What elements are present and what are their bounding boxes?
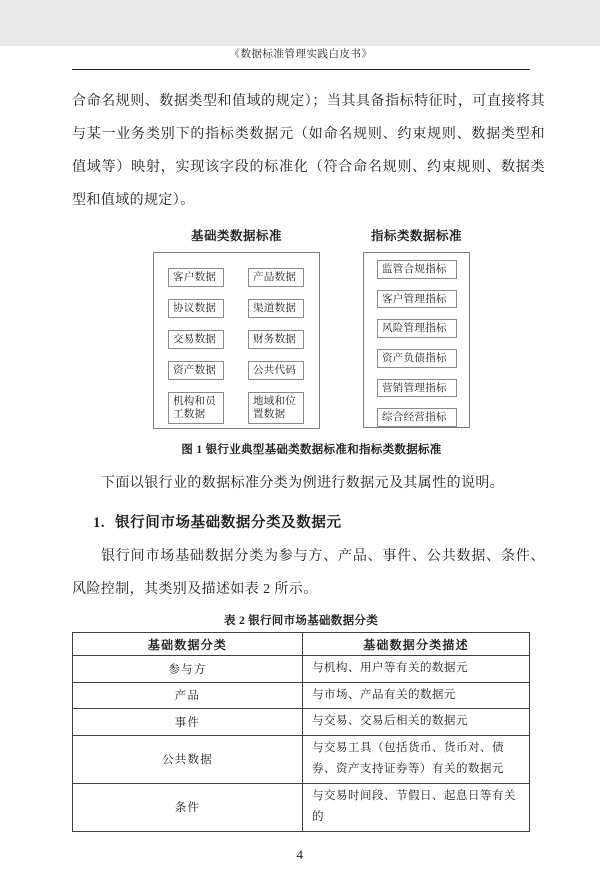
figure-item: 客户管理指标 [377,290,457,309]
figure-basic-col2 [248,268,304,428]
figure-item: 营销管理指标 [377,379,457,398]
section-heading-text: 银行间市场基础数据分类及数据元 [115,515,342,531]
table-header-description: 基础数据分类描述 [303,633,530,656]
figure-item: 资产负债指标 [377,349,457,368]
section-heading-1 [93,511,600,532]
paragraph-standardization: 合命名规则、数据类型和值域的规定）；当其具备指标特征时，可直接将其与某一业务类别下的指标类数据元（如命名规则、约束规则、数据类型和值域等）映射，实现该字段的标准化（符合命名规则、约束规则、数据类型和值域的规定）。 [72,94,545,208]
figure-1-diagram [153,226,600,429]
figure-indicator-title: 指标类数据标准 [370,229,462,243]
data-classification-table [72,632,530,832]
document-page [0,46,600,894]
figure-item: 风险管理指标 [377,319,457,338]
table-header-row [73,633,530,656]
figure-item: 公共代码 [248,361,304,380]
figure-basic-col1 [168,268,224,428]
figure-basic-box [153,252,320,429]
figure-item: 财务数据 [248,330,304,349]
table-cell-description: 与交易时间段、节假日、起息日等有关的 [303,783,530,831]
figure-indicator-group [363,226,470,429]
table-2-caption: 表 2 银行间市场基础数据分类 [224,615,378,627]
table-header-category: 基础数据分类 [73,633,303,656]
paragraph-intro: 下面以银行业的数据标准分类为例进行数据元及其属性的说明。 [101,476,505,491]
table-cell-description: 与市场、产品有关的数据元 [303,682,530,709]
paragraph-classification: 银行间市场基础数据分类为参与方、产品、事件、公共数据、条件、风险控制，其类别及描述如表 2 所示。 [72,549,545,597]
figure-basic-group [153,226,320,429]
figure-item: 产品数据 [248,268,304,287]
figure-item: 客户数据 [168,268,224,287]
figure-indicator-box [363,252,470,428]
table-row [73,682,530,709]
table-row [73,709,530,736]
table-cell-description: 与交易、交易后相关的数据元 [303,709,530,736]
table-row [73,735,530,783]
section-heading-number: 1. [93,515,106,531]
running-header-title: 《数据标准管理实践白皮书》 [229,49,373,60]
table-row [73,783,530,831]
figure-item: 地域和位置数据 [248,392,304,424]
figure-item: 交易数据 [168,330,224,349]
figure-basic-title: 基础类数据标准 [190,229,282,243]
table-cell-category: 条件 [73,783,303,831]
table-row [73,656,530,683]
table-cell-category: 公共数据 [73,735,303,783]
table-cell-category: 参与方 [73,656,303,683]
table-cell-description: 与机构、用户等有关的数据元 [303,656,530,683]
table-cell-category: 事件 [73,709,303,736]
figure-item: 资产数据 [168,361,224,380]
table-cell-description: 与交易工具（包括货币、货币对、债券、资产支持证券等）有关的数据元 [303,735,530,783]
figure-item: 综合经营指标 [377,408,457,427]
figure-item: 协议数据 [168,299,224,318]
figure-1-caption: 图 1 银行业典型基础类数据标准和指标类数据标准 [181,444,442,456]
table-cell-category: 产品 [73,682,303,709]
figure-item: 机构和员工数据 [168,392,224,424]
running-header [72,46,530,70]
figure-item: 渠道数据 [248,299,304,318]
page-number: 4 [296,846,304,862]
figure-item: 监管合规指标 [377,260,457,279]
